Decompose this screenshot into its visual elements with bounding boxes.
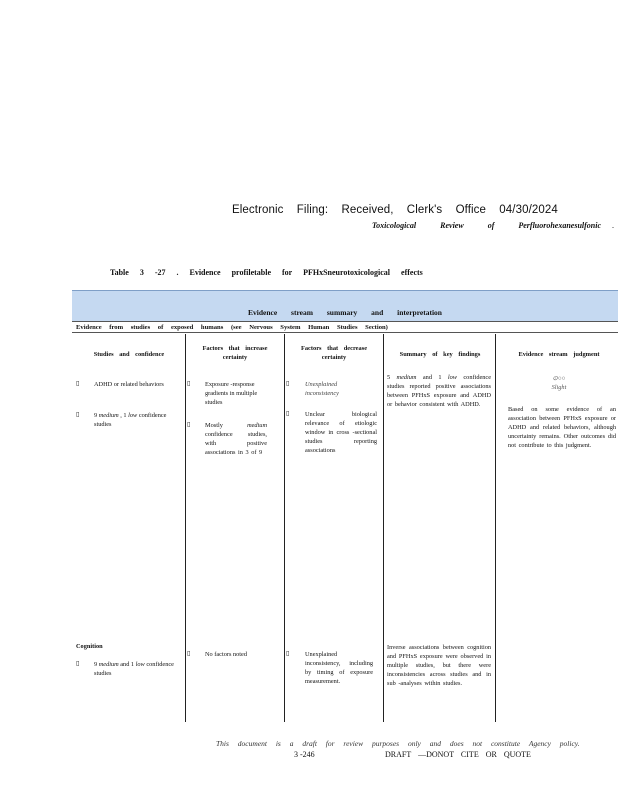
- bullet-icon: ▯: [76, 660, 80, 667]
- summary-text: Inverse associations between cognition and PFHxS exposure were observed in multiple studies, but there were inconsistencies across studies and in sub -analyses within studies.: [387, 644, 491, 687]
- evidence-profile-table: [72, 290, 618, 722]
- table-subheader: Evidence from studies of exposed humans (see Nervous System Human Studies Section): [72, 321, 618, 333]
- column-header-decrease: Factors that decrease certainty: [300, 345, 368, 361]
- studies-item: ADHD or related behaviors: [94, 381, 164, 388]
- running-head: Toxicological Review of Perfluorohexanesulfonic: [372, 221, 602, 230]
- table-caption: Table 3 -27 . Evidence profiletable for PFHxSneurotoxicological effects: [110, 268, 423, 277]
- running-head-tail: .: [612, 221, 614, 230]
- column-divider: [383, 334, 384, 722]
- judgment-level: Slight: [551, 384, 567, 391]
- bullet-icon: ▯: [187, 380, 191, 387]
- studies-item: 9 medium , 1 low confidence studies: [94, 412, 167, 428]
- bullet-icon: ▯: [286, 380, 290, 387]
- decrease-item: Unexplained inconsistency, including by timing of exposure measurement.: [305, 651, 373, 685]
- increase-item: No factors noted: [205, 651, 247, 658]
- draft-disclaimer: This document is a draft for review purposes only and does not constitute Agency policy.: [216, 739, 580, 748]
- column-divider: [495, 334, 496, 722]
- bullet-icon: ▯: [187, 421, 191, 428]
- judgment-symbols: ⊙○○: [552, 375, 566, 382]
- decrease-item: Unexplained inconsistency: [305, 381, 339, 397]
- column-divider: [185, 334, 186, 722]
- bullet-icon: ▯: [286, 410, 290, 417]
- column-header-increase: Factors that increase certainty: [202, 345, 268, 361]
- draft-notice: DRAFT —DONOT CITE OR QUOTE: [385, 750, 531, 759]
- decrease-item: Unclear biological relevance of etiologic window in cross -sectional studies reporting associations: [305, 411, 377, 454]
- bullet-icon: ▯: [187, 650, 191, 657]
- summary-text: 5 medium and 1 low confidence studies reported positive associations between PFHxS exposure and ADHD or behavior consistent with ADHD.: [387, 374, 492, 408]
- table-band: [72, 290, 618, 321]
- bullet-icon: ▯: [76, 380, 80, 387]
- column-divider: [284, 334, 285, 722]
- judgment-text: Based on some evidence of an association between PFHxS exposure or ADHD and related behaviors, although uncertainty remains. Other outcomes did not contribute to this judgment.: [508, 406, 616, 449]
- bullet-icon: ▯: [76, 411, 80, 418]
- row-label-cognition: Cognition: [76, 643, 103, 650]
- increase-item: Mostly medium confidence studies, with positive associations in 3 of 9: [205, 422, 267, 456]
- band-title: Evidence stream summary and interpretation: [248, 308, 442, 317]
- page-number: 3 -246: [294, 750, 315, 759]
- filing-stamp: Electronic Filing: Received, Clerk's Office 04/30/2024: [232, 204, 558, 216]
- increase-item: Exposure -response gradients in multiple studies: [205, 381, 258, 406]
- column-header-studies: Studies and confidence: [93, 351, 165, 358]
- bullet-icon: ▯: [286, 650, 290, 657]
- studies-item: 9 medium and 1 low confidence studies: [94, 661, 174, 677]
- column-header-summary: Summary of key findings: [399, 351, 481, 358]
- column-header-judgment: Evidence stream judgment: [518, 351, 600, 358]
